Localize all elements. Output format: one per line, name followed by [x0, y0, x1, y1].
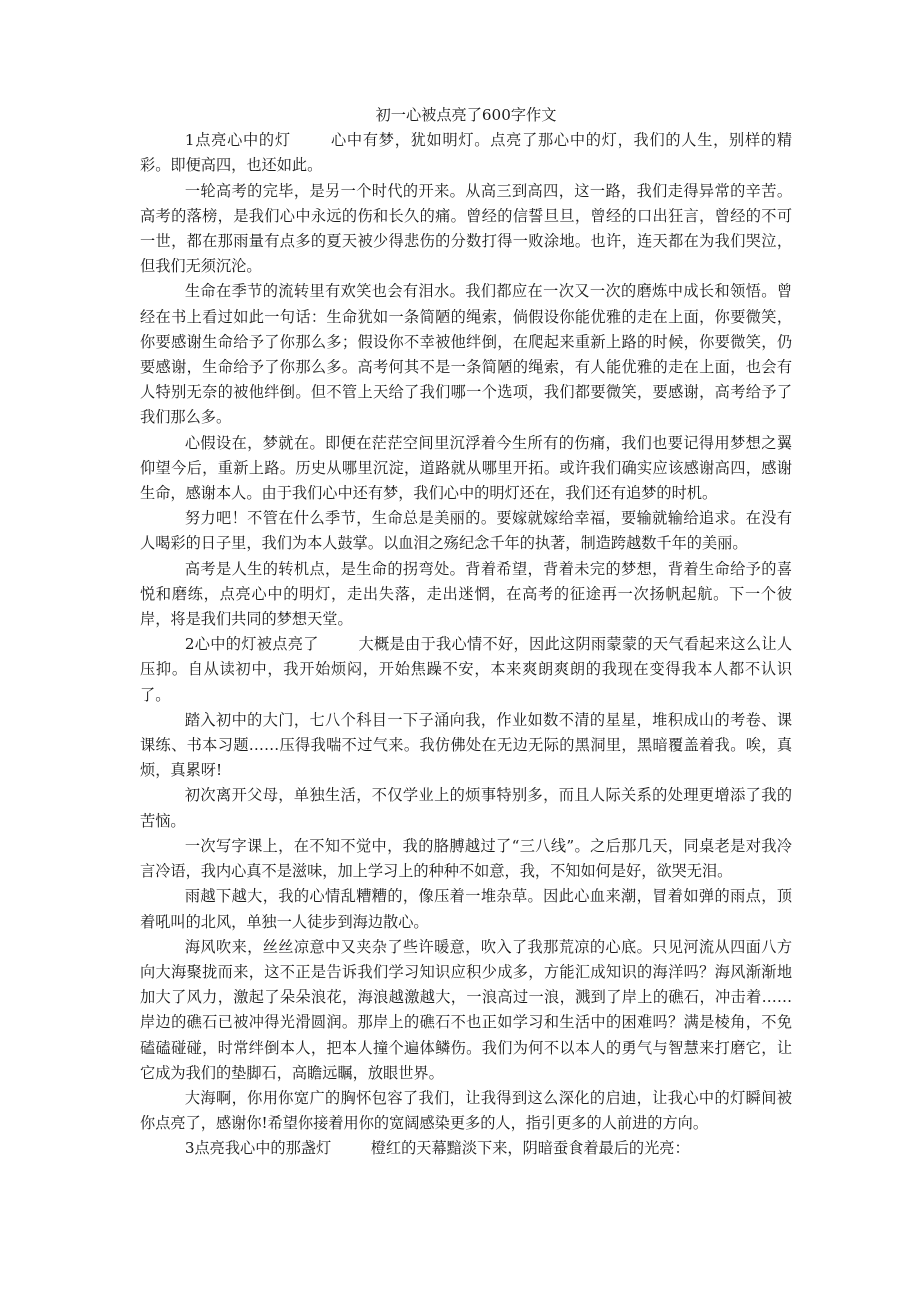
paragraph — [140, 179, 792, 280]
paragraph-text: 雨越下越大，我的心情乱糟糟的，像压着一堆杂草。因此心血来潮，冒着如弹的雨点，顶着吼叫的北风，单独一人徒步到海边散心。 — [140, 887, 792, 931]
section-heading: 2心中的灯被点亮了 — [184, 635, 319, 654]
paragraph — [140, 279, 792, 430]
paragraph-text: 橙红的天幕黯淡下来，阴暗蚕食着最后的光亮： — [370, 1139, 690, 1158]
paragraph — [140, 708, 792, 784]
paragraph — [140, 506, 792, 556]
paragraph-text: 踏入初中的大门，七八个科目一下子涌向我，作业如数不清的星星，堆积成山的考卷、课课练、书本习题……压得我喘不过气来。我仿佛处在无边无际的黑洞里，黑暗覆盖着我。唉，真烦，真累呀! — [140, 710, 792, 780]
paragraph-text: 海风吹来，丝丝凉意中又夹杂了些许暖意，吹入了我那荒凉的心底。只见河流从四面八方向大海聚拢而来，这不正是告诉我们学习知识应积少成多，方能汇成知识的海洋吗？海风渐渐地加大了风力，激起了朵朵浪花，海浪越激越大，一浪高过一浪，溅到了岸上的礁石，冲击着……岸边的礁石已被冲得光滑圆润。那岸上的礁石不也正如学习和生活中的困难吗？满是棱角，不免磕磕碰碰，时常绊倒本人，把本人撞个遍体鳞伤。我们为何不以本人的勇气与智慧来打磨它，让它成为我们的垫脚石，高瞻远瞩，放眼世界。 — [140, 937, 792, 1082]
paragraph-list — [140, 128, 792, 1161]
paragraph — [140, 557, 792, 633]
paragraph-text: 努力吧！不管在什么季节，生命总是美丽的。要嫁就嫁给幸福，要输就输给追求。在没有人喝彩的日子里，我们为本人鼓掌。以血泪之殇纪念千年的执著，制造跨越数千年的美丽。 — [140, 509, 792, 553]
paragraph — [140, 632, 792, 708]
paragraph-text: 生命在季节的流转里有欢笑也会有泪水。我们都应在一次又一次的磨炼中成长和领悟。曾经在书上看过如此一句话：生命犹如一条简陋的绳索，倘假设你能优雅的走在上面，你要微笑，你要感谢生命给予了你那么多；假设你不幸被他绊倒，在爬起来重新上路的时候，你要微笑，仍要感谢，生命给予了你那么多。高考何其不是一条简陋的绳索，有人能优雅的走在上面，也会有人特别无奈的被他绊倒。但不管上天给了我们哪一个选项，我们都要微笑，要感谢，高考给予了我们那么多。 — [140, 282, 792, 427]
paragraph — [140, 128, 792, 178]
paragraph — [140, 1136, 792, 1161]
document-title: 初一心被点亮了600字作文 — [375, 106, 557, 124]
paragraph-text: 心假设在，梦就在。即便在茫茫空间里沉浮着今生所有的伤痛，我们也要记得用梦想之翼仰望今后，重新上路。历史从哪里沉淀，道路就从哪里开拓。或许我们确实应该感谢高四，感谢生命，感谢本人。由于我们心中还有梦，我们心中的明灯还在，我们还有追梦的时机。 — [140, 433, 792, 503]
paragraph-text: 高考是人生的转机点，是生命的拐弯处。背着希望，背着未完的梦想，背着生命给予的喜悦和磨练，点亮心中的明灯，走出失落，走出迷惘，在高考的征途再一次扬帆起航。下一个彼岸，将是我们共同的梦想天堂。 — [140, 559, 792, 629]
paragraph-text: 初次离开父母，单独生活，不仅学业上的烦事特别多，而且人际关系的处理更增添了我的苦恼。 — [140, 786, 792, 830]
paragraph-text: 一轮高考的完毕，是另一个时代的开来。从高三到高四，这一路，我们走得异常的辛苦。高考的落榜，是我们心中永远的伤和长久的痛。曾经的信誓旦旦，曾经的口出狂言，曾经的不可一世，都在那雨量有点多的夏天被少得悲伤的分数打得一败涂地。也许，连天都在为我们哭泣，但我们无须沉沦。 — [140, 181, 792, 276]
paragraph-text: 大海啊，你用你宽广的胸怀包容了我们，让我得到这么深化的启迪，让我心中的灯瞬间被你点亮了，感谢你!希望你接着用你的宽阔感染更多的人，指引更多的人前进的方向。 — [140, 1088, 792, 1133]
paragraph-text: 心中有梦，犹如明灯。点亮了那心中的灯，我们的人生，别样的精彩。即便高四，也还如此。 — [140, 131, 793, 175]
paragraph-text: 一次写字课上，在不知不觉中，我的胳膊越过了“三八线”。之后那几天，同桌老是对我冷言冷语，我内心真不是滋味，加上学习上的种种不如意，我，不知如何是好，欲哭无泪。 — [140, 836, 792, 881]
document-body — [140, 103, 792, 1162]
paragraph — [140, 884, 792, 934]
paragraph — [140, 834, 792, 884]
section-heading: 3点亮我心中的那盏灯 — [184, 1139, 332, 1158]
paragraph — [140, 431, 792, 507]
paragraph — [140, 935, 792, 1086]
paragraph — [140, 783, 792, 833]
paragraph-text: 大概是由于我心情不好，因此这阴雨蒙蒙的天气看起来这么让人压抑。自从读初中，我开始烦闷，开始焦躁不安，本来爽朗爽朗的我现在变得我本人都不认识了。 — [140, 635, 793, 704]
paragraph — [140, 1086, 792, 1136]
section-heading: 1点亮心中的灯 — [184, 131, 291, 150]
